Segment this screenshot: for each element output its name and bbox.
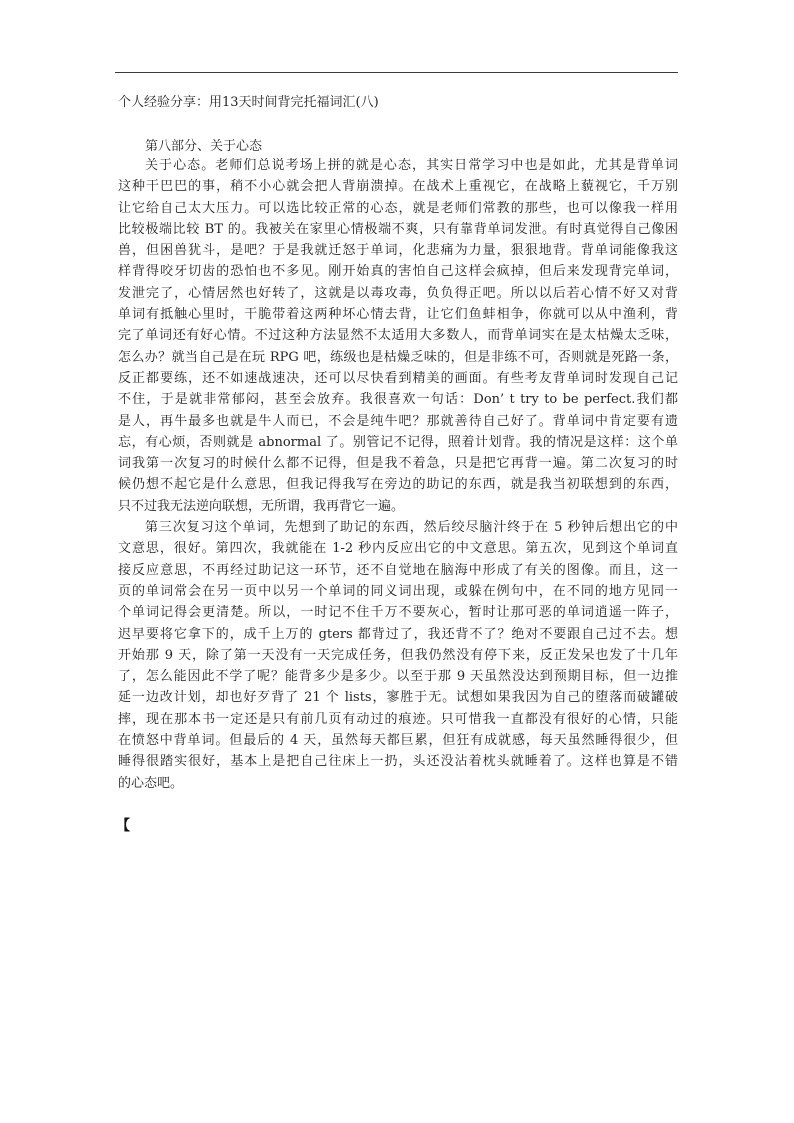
section-heading: 第八部分、关于心态: [145, 139, 263, 154]
text-line: 文意思，很好。第四次，我就能在 1-2 秒内反应出它的中文意思。第五次，见到这个单词直: [118, 541, 678, 557]
document-body: [118, 155, 678, 794]
text-line: 接反应意思，不再经过助记这一环节，还不自觉地在脑海中形成了有关的图像。而且，这一: [118, 562, 678, 578]
text-line: 只不过我无法逆向联想，无所谓，我再背它一遍。: [118, 498, 405, 514]
text-line: 比较极端比较 BT 的。我被关在家里心情极端不爽，只有靠背单词发泄。有时真觉得自己像困: [118, 221, 678, 237]
text-line: 反正都要练，还不如速战速决，还可以尽快看到精美的画面。有些考友背单词时发现自己记: [118, 370, 678, 386]
text-line: 这种干巴巴的事，稍不小心就会把人背崩溃掉。在战术上重视它，在战略上藐视它，千万别: [118, 179, 678, 195]
text-line: 发泄完了，心情居然也好转了，这就是以毒攻毒，负负得正吧。所以以后若心情不好又对背: [118, 285, 678, 301]
text-line: 延一边改计划，却也好歹背了 21 个 lists，寥胜于无。试想如果我因为自己的堕落而破罐破: [118, 690, 678, 706]
text-line: 了，怎么能因此不学了呢？能背多少是多少。以至于那 9 天虽然没达到预期目标，但一边推: [118, 669, 678, 685]
text-line: 让它给自己太大压力。可以选比较正常的心态，就是老师们常教的那些，也可以像我一样用: [118, 200, 678, 216]
text-line: 是人，再牛最多也就是牛人而已，不会是纯牛吧？那就善待自己好了。背单词中肯定要有遗: [118, 413, 678, 429]
text-line: 页的单词常会在另一页中以另一个单词的同义词出现，或躲在例句中，在不同的地方见同一: [118, 583, 678, 599]
text-line: 单词有抵触心里时，干脆带着这两种坏心情去背，让它们鱼蚌相争，你就可以从中渔利，背: [118, 307, 678, 323]
text-line: 不住，于是就非常郁闷，甚至会放弃。我很喜欢一句话：Don’ t try to be perfect.我们都: [118, 392, 678, 408]
paragraph-1: [118, 155, 678, 517]
text-line: 第三次复习这个单词，先想到了助记的东西，然后绞尽脑汁终于在 5 秒钟后想出它的中: [145, 520, 678, 536]
text-line: 摔，现在那本书一定还是只有前几页有动过的痕迹。只可惜我一直都没有很好的心情，只能: [118, 711, 678, 727]
text-line: 迟早要将它拿下的，成千上万的 gters 都背过了，我还背不了？绝对不要跟自己过不去。想: [118, 626, 678, 642]
text-line: 兽，但困兽犹斗，是吧？于是我就迁怒于单词，化悲痛为力量，狠狠地背。背单词能像我这: [118, 243, 678, 259]
text-line: 个单词记得会更清楚。所以，一时记不住千万不要灰心，暂时让那可恶的单词逍遥一阵子，: [118, 605, 678, 621]
text-line: 关于心态。老师们总说考场上拼的就是心态，其实日常学习中也是如此，尤其是背单词: [145, 158, 678, 173]
text-line: 词我第一次复习的时候什么都不记得，但是我不着急，只是把它再背一遍。第二次复习的时: [118, 456, 678, 472]
text-line: 在愤怒中背单词。但最后的 4 天，虽然每天都巨累，但狂有成就感，每天虽然睡得很少，但: [118, 733, 678, 749]
text-line: 完了单词还有好心情。不过这种方法显然不太适用大多数人，而背单词实在是太枯燥太乏味，: [118, 328, 678, 344]
header-rule: [115, 72, 678, 73]
paragraph-2: [118, 517, 678, 794]
text-line: 睡得很踏实很好，基本上是把自己往床上一扔，头还没沾着枕头就睡着了。这样也算是不错: [118, 754, 678, 770]
text-line: 怎么办？就当自己是在玩 RPG 吧，练级也是枯燥乏味的，但是非练不可，否则就是死路一条，: [118, 349, 678, 365]
bracket-mark: 【: [116, 818, 130, 834]
text-line: 开始那 9 天，除了第一天没有一天完成任务，但我仍然没有停下来，反正发呆也发了十几年: [118, 647, 678, 663]
text-line: 候仍想不起它是什么意思，但我记得我写在旁边的助记的东西，就是我当初联想到的东西，: [118, 477, 678, 493]
text-line: 的心态吧。: [118, 775, 184, 791]
text-line: 样背得咬牙切齿的恐怕也不多见。刚开始真的害怕自己这样会疯掉，但后来发现背完单词，: [118, 264, 678, 280]
text-line: 忘，有心烦，否则就是 abnormal 了。别管记不记得，照着计划背。我的情况是这样：这个单: [118, 434, 678, 450]
document-title: 个人经验分享：用13天时间背完托福词汇(八): [118, 95, 379, 110]
